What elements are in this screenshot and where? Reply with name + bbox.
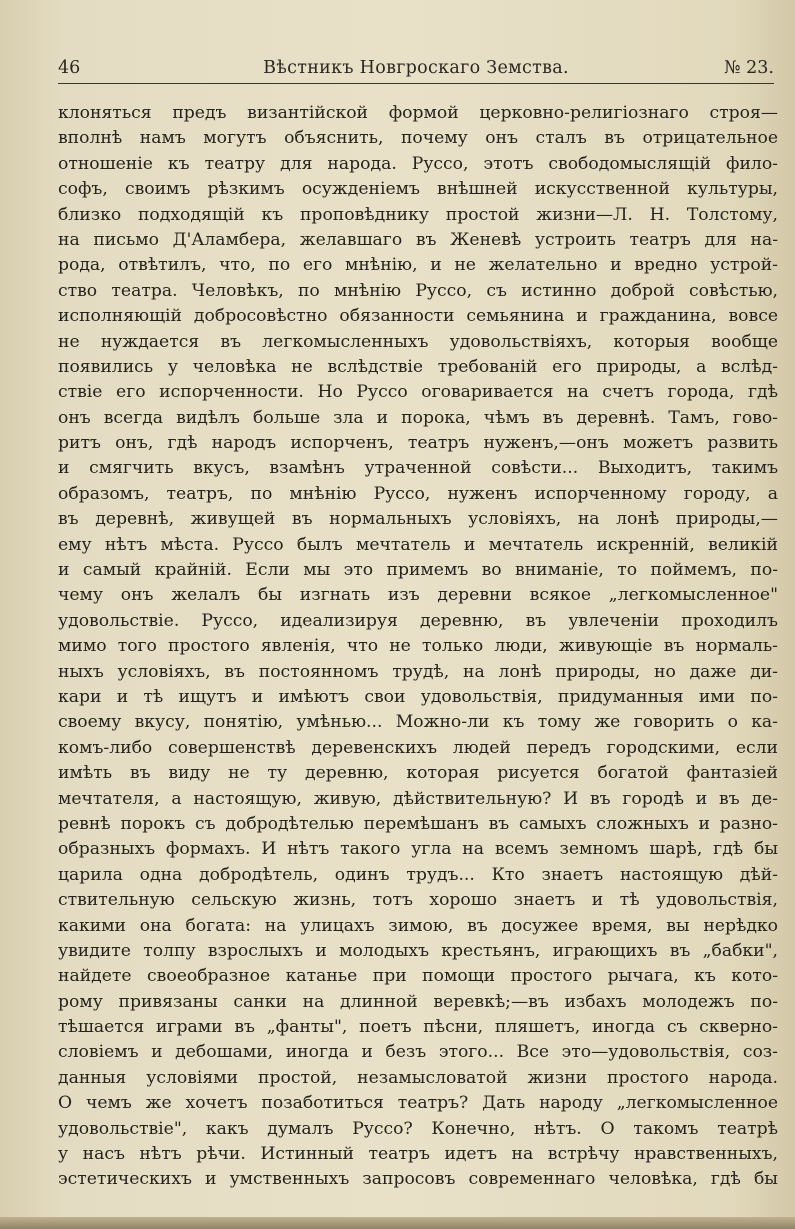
text-line: своему вкусу, понятію, умѣнью... Можно-ли къ тому же говорить о ка-	[58, 712, 778, 733]
text-line: словіемъ и дебошами, иногда и безъ этого... Все это—удовольствія, соз-	[58, 1042, 778, 1063]
text-line: кари и тѣ ищутъ и имѣютъ свои удовольствія, придуманныя ими по-	[58, 686, 778, 707]
text-line: какими она богата: на улицахъ зимою, въ досужее время, вы нерѣдко	[58, 915, 778, 936]
text-line: образныхъ формахъ. И нѣтъ такого угла на всемъ земномъ шарѣ, гдѣ бы	[58, 839, 778, 860]
text-line: онъ всегда видѣлъ больше зла и порока, чѣмъ въ деревнѣ. Тамъ, гово-	[58, 407, 778, 428]
text-line: не нуждается въ легкомысленныхъ удовольствіяхъ, которыя вообще	[58, 331, 778, 352]
page-number: 46	[58, 58, 81, 78]
text-line: увидите толпу взрослыхъ и молодыхъ крестьянъ, играющихъ въ „бабки",	[58, 940, 778, 961]
text-line: ему нѣтъ мѣста. Руссо былъ мечтатель и мечтатель искренній, великій	[58, 534, 778, 555]
text-line: удовольствіе", какъ думалъ Руссо? Конечно, нѣтъ. О такомъ театрѣ	[58, 1118, 778, 1139]
text-line: найдете своеобразное катанье при помощи простого рычага, къ кото-	[58, 966, 778, 987]
text-line: у насъ нѣтъ рѣчи. Истинный театръ идетъ на встрѣчу нравственныхъ,	[58, 1144, 778, 1165]
text-line: О чемъ же хочетъ позаботиться театръ? Дать народу „легкомысленное	[58, 1093, 778, 1114]
text-line: ревнѣ порокъ съ добродѣтелью перемѣшанъ въ самыхъ сложныхъ и разно-	[58, 813, 778, 834]
text-line: рому привязаны санки на длинной веревкѣ;—въ избахъ молодежъ по-	[58, 991, 778, 1012]
issue-number: № 23.	[724, 58, 774, 78]
text-line: мимо того простого явленія, что не только люди, живующіе въ нормаль-	[58, 636, 778, 657]
running-header	[58, 58, 774, 84]
text-line: чему онъ желалъ бы изгнать изъ деревни всякое „легкомысленное"	[58, 585, 778, 606]
text-line: эстетическихъ и умственныхъ запросовъ современнаго человѣка, гдѣ бы	[58, 1169, 778, 1190]
text-line: тѣшается играми въ „фанты", поетъ пѣсни, пляшетъ, иногда съ скверно-	[58, 1017, 778, 1038]
journal-title: Вѣстникъ Новгроскаго Земства.	[263, 58, 569, 78]
text-line: на письмо Д'Аламбера, желавшаго въ Женевѣ устроить театръ для на-	[58, 229, 778, 250]
text-line: ствіе его испорченности. Но Руссо оговаривается на счетъ города, гдѣ	[58, 382, 778, 403]
text-line: данныя условіями простой, незамысловатой жизни простого народа.	[58, 1067, 778, 1088]
text-line: рода, отвѣтилъ, что, по его мнѣнію, и не желательно и вредно устрой-	[58, 255, 778, 276]
text-line: образомъ, театръ, по мнѣнію Руссо, нуженъ испорченному городу, а	[58, 483, 778, 504]
text-line: отношеніе къ театру для народа. Руссо, этотъ свободомыслящій фило-	[58, 153, 778, 174]
text-line: ритъ онъ, гдѣ народъ испорченъ, театръ нуженъ,—онъ можетъ развить	[58, 433, 778, 454]
text-line: софъ, своимъ рѣзкимъ осужденіемъ внѣшней искусственной культуры,	[58, 179, 778, 200]
text-line: имѣть въ виду не ту деревню, которая рисуется богатой фантазіей	[58, 763, 778, 784]
text-line: царила одна добродѣтель, одинъ трудъ... Кто знаетъ настоящую дѣй-	[58, 864, 778, 885]
text-line: комъ-либо совершенствѣ деревенскихъ людей передъ городскими, если	[58, 737, 778, 758]
header-rule	[58, 83, 774, 84]
page-bottom-edge	[0, 1217, 795, 1229]
text-line: и самый крайній. Если мы это примемъ во вниманіе, то поймемъ, по-	[58, 560, 778, 581]
text-line: появились у человѣка не вслѣдствіе требованій его природы, а вслѣд-	[58, 356, 778, 377]
text-line: мечтателя, а настоящую, живую, дѣйствительную? И въ городѣ и въ де-	[58, 788, 778, 809]
text-line: ныхъ условіяхъ, въ постоянномъ трудѣ, на лонѣ природы, но даже ди-	[58, 661, 778, 682]
body-text	[58, 101, 778, 1193]
text-line: въ деревнѣ, живущей въ нормальныхъ условіяхъ, на лонѣ природы,—	[58, 509, 778, 530]
text-line: исполняющій добросовѣстно обязанности семьянина и гражданина, вовсе	[58, 306, 778, 327]
text-line: ство театра. Человѣкъ, по мнѣнію Руссо, съ истинно доброй совѣстью,	[58, 280, 778, 301]
text-line: удовольствіе. Руссо, идеализируя деревню, въ увлеченіи проходилъ	[58, 610, 778, 631]
text-line: и смягчить вкусъ, взамѣнъ утраченной совѣсти... Выходитъ, такимъ	[58, 458, 778, 479]
text-line: клоняться предъ византійской формой церковно-религіознаго строя—	[58, 103, 778, 123]
text-line: ствительную сельскую жизнь, тотъ хорошо знаетъ и тѣ удовольствія,	[58, 890, 778, 911]
text-line: вполнѣ намъ могутъ объяснить, почему онъ сталъ въ отрицательное	[58, 128, 778, 149]
text-line: близко подходящій къ проповѣднику простой жизни—Л. Н. Толстому,	[58, 204, 778, 225]
